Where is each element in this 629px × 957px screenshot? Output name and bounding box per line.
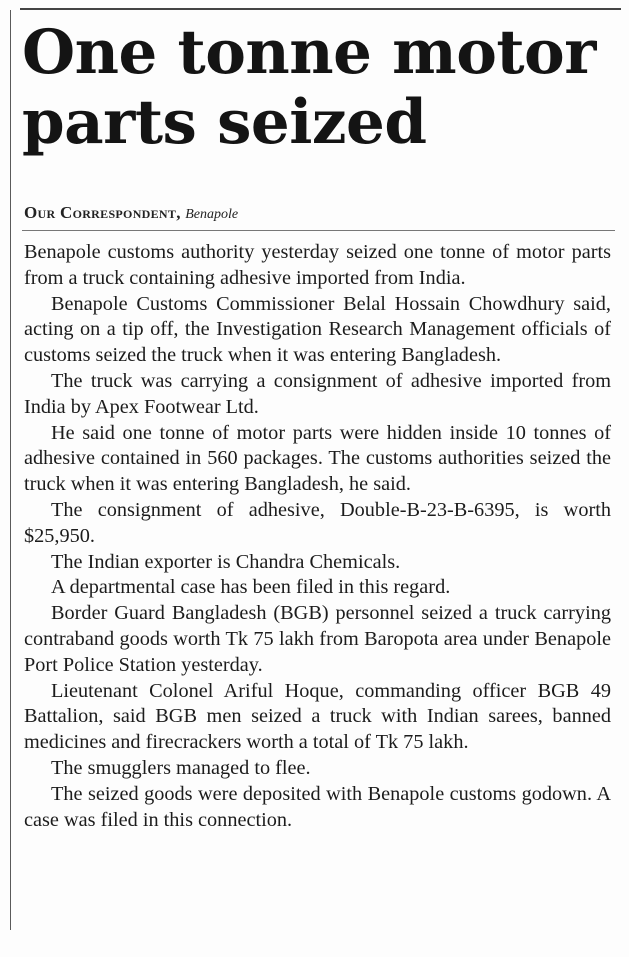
byline-author: Our Correspondent, bbox=[24, 203, 181, 222]
top-rule bbox=[20, 8, 621, 10]
headline: One tonne motor parts seized bbox=[22, 17, 596, 158]
article-paragraph: Lieutenant Colonel Ariful Hoque, commanding officer BGB 49 Battalion, said BGB men seized a truck with Indian sarees, banned medicines and firecrackers worth a total of Tk 75 lakh. bbox=[24, 679, 611, 754]
article-paragraph: Benapole Customs Commissioner Belal Hossain Chowdhury said, acting on a tip off, the Investigation Research Management officials of customs seized the truck when it was entering Bangladesh. bbox=[24, 292, 611, 367]
article-paragraph: He said one tonne of motor parts were hidden inside 10 tonnes of adhesive contained in 560 packages. The customs authorities seized the truck when it was entering Bangladesh, he said. bbox=[24, 421, 611, 496]
article-paragraph: The Indian exporter is Chandra Chemicals. bbox=[51, 550, 401, 573]
article-paragraph: The consignment of adhesive, Double-B-23-B-6395, is worth $25,950. bbox=[24, 498, 611, 547]
article-paragraph: A departmental case has been filed in this regard. bbox=[51, 576, 451, 599]
byline-rule bbox=[22, 230, 615, 231]
article-body bbox=[24, 240, 611, 833]
article-paragraph: The smugglers managed to flee. bbox=[51, 756, 311, 779]
column-rule bbox=[10, 10, 11, 930]
article-paragraph: Border Guard Bangladesh (BGB) personnel seized a truck carrying contraband goods worth Tk 75 lakh from Baropota area under Benapole Port Police Station yesterday. bbox=[24, 602, 611, 676]
article-paragraph: The truck was carrying a consignment of adhesive imported from India by Apex Footwear Ltd. bbox=[24, 369, 611, 418]
byline bbox=[24, 203, 238, 223]
article-paragraph: Benapole customs authority yesterday seized one tonne of motor parts from a truck containing adhesive imported from India. bbox=[24, 241, 611, 289]
byline-location: Benapole bbox=[185, 207, 239, 222]
article-paragraph: The seized goods were deposited with Benapole customs godown. A case was filed in this connection. bbox=[24, 782, 611, 831]
